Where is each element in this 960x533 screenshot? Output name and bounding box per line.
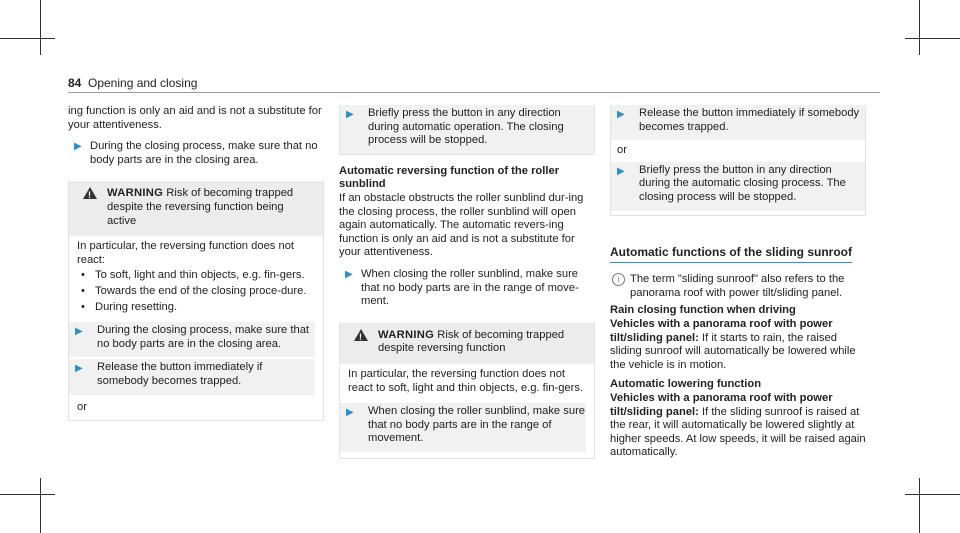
step-text: When closing the roller sunblind, make sure that no body parts are in the range of move-ment. [361,267,579,308]
warning-box [339,323,595,459]
warning-heading [77,187,315,228]
info-icon: i [612,273,625,286]
or-text: or [77,400,87,413]
subheading: Automatic reversing function of the roller sunblind [339,164,560,191]
intro-text: ing function is only an aid and is not a substitute for your attentiveness. [68,105,322,131]
column-3 [610,105,866,460]
arrow-icon: ▶ [75,326,83,338]
warning-heading [348,329,586,356]
subheading: Automatic lowering function [610,378,762,391]
arrow-icon: ▶ [345,268,353,280]
step-text: Release the button immediately if somebody becomes trapped. [639,107,860,133]
list-item: • To soft, light and thin objects, e.g. fin-gers. [77,269,315,283]
subheading: Rain closing function when driving [610,304,796,317]
crop-mark [919,478,920,533]
crop-mark [905,494,960,495]
crop-mark [40,478,41,533]
list-item: • During resetting. [77,301,315,315]
arrow-icon: ▶ [75,363,83,375]
arrow-icon: ▶ [74,141,82,153]
instruction-step [340,403,586,452]
step-text: Briefly press the button in any direction during the automatic closing process. The closing process will be stopped. [639,163,846,203]
body-text: If an obstacle obstructs the roller sunblind dur-ing the closing process, the roller sunblind will open again automatically. The automatic revers-ing function is only an aid and is not a substitute for your attentiveness. [339,191,584,259]
instruction-step [340,105,594,154]
body-text [610,318,866,372]
warning-title: Risk of becoming trapped despite reversing function [378,328,565,355]
list-item: • Towards the end of the closing proce-dure. [77,285,315,299]
crop-mark [919,0,920,55]
warning-label: WARNING [378,328,435,341]
instruction-step [74,140,324,167]
note [610,273,866,300]
warning-body [69,236,323,420]
step-box [610,105,866,216]
step-text: Briefly press the button in any direction during automatic operation. The closing process will be stopped. [368,107,564,147]
warning-header [69,181,323,236]
crop-mark [0,38,55,39]
lead-text: Vehicles with a panorama roof with power tilt/sliding panel: [610,391,833,418]
warning-title: Risk of becoming trapped despite the reversing function being active [107,187,294,227]
column-2 [339,105,595,459]
crop-mark [905,38,960,39]
instruction-step [69,359,315,394]
lead-text: Vehicles with a panorama roof with power tilt/sliding panel: [610,317,833,344]
body-text [610,392,866,460]
step-text: When closing the roller sunblind, make sure that no body parts are in the range of movement. [368,405,586,445]
crop-mark [40,0,41,55]
step-box [339,105,595,155]
instruction-step [611,105,865,140]
instruction-step [69,322,315,357]
section-title: Automatic functions of the sliding sunroof [610,246,852,264]
instruction-step [345,268,595,309]
or-text: or [617,144,627,157]
warning-text: In particular, the reversing function does not react to soft, light and thin objects, e.g. fin-gers. [348,367,584,394]
instruction-step [611,162,865,211]
arrow-icon: ▶ [617,109,625,120]
header-rule [68,92,880,93]
column-1 [68,105,324,421]
note-text: The term "sliding sunroof" also refers to the panorama roof with power tilt/sliding panel. [630,273,845,299]
warning-triangle-icon: ! [83,187,97,199]
step-text: During the closing process, make sure that no body parts are in the closing area. [90,140,318,166]
warning-body [340,364,594,458]
warning-label: WARNING [107,187,164,200]
warning-header [340,323,594,364]
page-title: Opening and closing [88,76,198,90]
arrow-icon: ▶ [346,109,354,120]
warning-box [68,181,324,421]
step-text: During the closing process, make sure that no body parts are in the closing area. [97,324,310,350]
page-number: 84 [68,76,82,90]
arrow-icon: ▶ [617,165,625,177]
arrow-icon: ▶ [346,407,354,419]
warning-text: In particular, the reversing function does not react: [77,240,295,266]
warning-triangle-icon: ! [354,329,368,341]
body-span: If it starts to rain, the raised sliding sunroof will automatically be lowered while the vehicle is in motion. [610,331,856,371]
step-text: Release the button immediately if somebody becomes trapped. [97,361,263,387]
crop-mark [0,494,55,495]
body-span: If the sliding sunroof is raised at the rear, it will automatically be lowered slightly at higher speeds. At low speeds, it will be raised again automatically. [610,405,866,459]
